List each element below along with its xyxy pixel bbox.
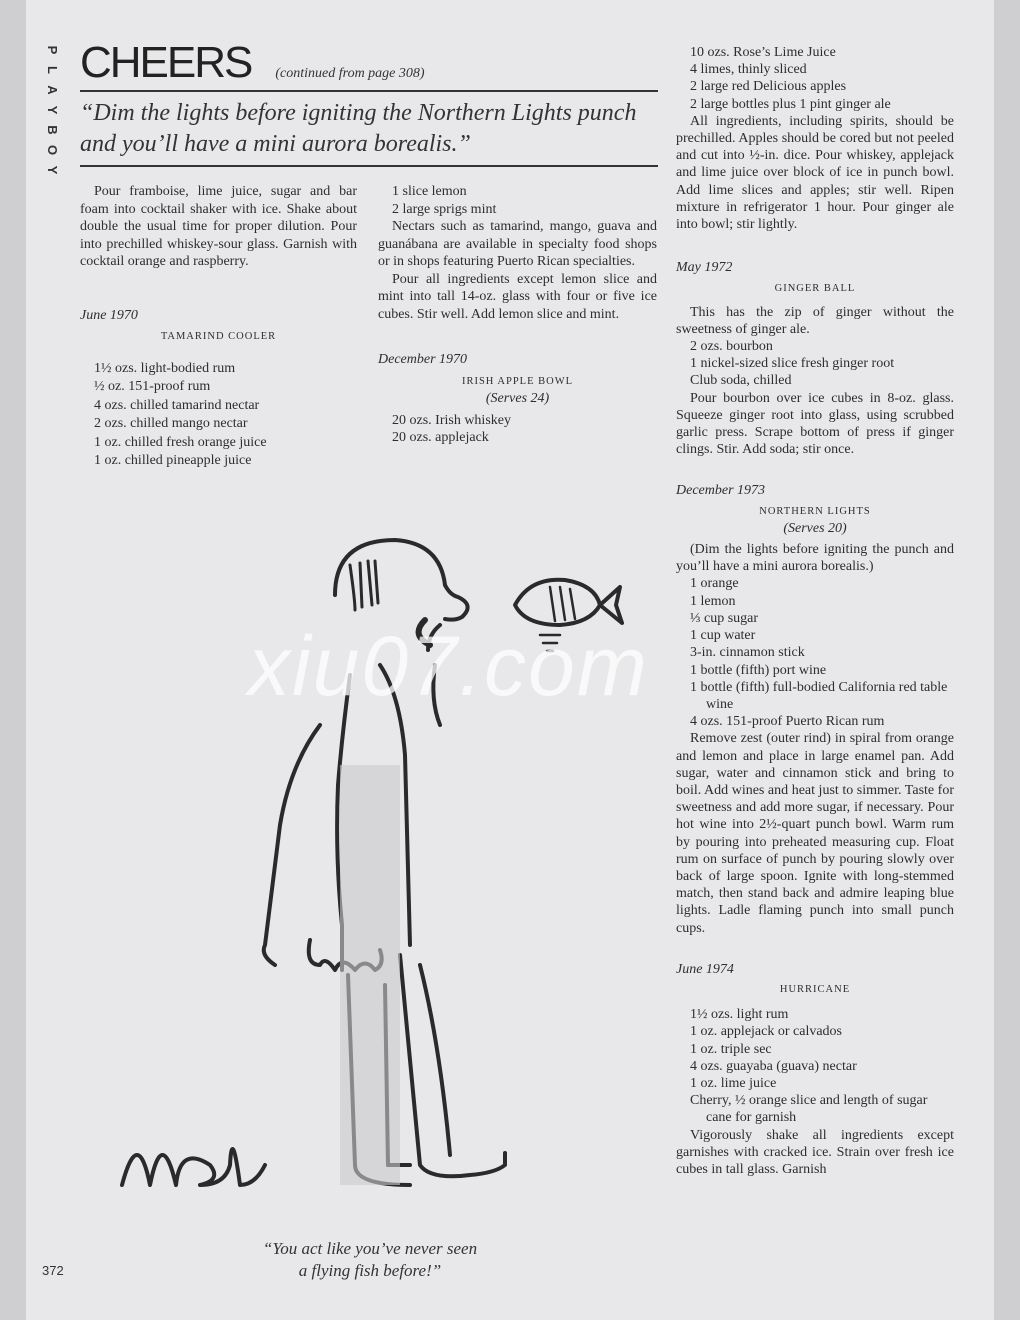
recipe-date: June 1974	[676, 961, 734, 977]
signature-strokes	[122, 1149, 265, 1185]
column-1	[80, 183, 357, 471]
ingredient: ⅓ cup sugar	[690, 610, 759, 626]
ingredient: 1 lemon	[690, 593, 736, 609]
logo-letter: P	[45, 45, 60, 55]
right-margin	[994, 0, 1020, 1320]
recipe-title: HURRICANE	[779, 983, 851, 995]
logo-letter: Y	[45, 165, 60, 175]
ingredient: 4 limes, thinly sliced	[690, 62, 807, 78]
recipe-title: NORTHERN LIGHTS	[759, 505, 871, 517]
ingredient: 1 oz. triple sec	[690, 1041, 772, 1057]
recipe-serves: (Serves 20)	[783, 520, 847, 536]
ingredient: 10 ozs. Rose’s Lime Juice	[690, 45, 836, 60]
header	[80, 38, 658, 88]
body-paragraph: Pour framboise, lime juice, sugar and bar foam into cocktail shaker with ice. Shake about double the usual time for proper dilution. Pour into prechilled whiskey-sour glass. Garnish with cocktail orange and raspberry.	[80, 184, 357, 269]
recipe-date: May 1972	[676, 260, 733, 276]
ingredient: 1 bottle (fifth) port wine	[690, 662, 827, 678]
nose-outline	[445, 585, 468, 620]
ingredient: 3-in. cinnamon stick	[690, 645, 805, 661]
ingredient: 4 ozs. chilled tamarind nectar	[94, 397, 260, 413]
hair-icon	[350, 561, 378, 610]
recipe-title: TAMARIND COOLER	[160, 331, 277, 342]
watermark: xiu07.com	[248, 619, 649, 713]
ingredient: 2 large red Delicious apples	[690, 79, 847, 95]
body-paragraph: Pour bourbon over ice cubes in 8-oz. glass. Squeeze ginger root into glass, using scrubbed garlic press. Scrape bottom of press if ginger clings. Stir. Add soda; stir once.	[676, 390, 954, 458]
continued-note: (continued from page 308)	[275, 66, 425, 81]
top-rule	[80, 90, 658, 92]
ingredient: 4 ozs. 151-proof Puerto Rican rum	[690, 714, 885, 730]
recipe-date: December 1970	[378, 352, 468, 367]
logo-letter: O	[45, 144, 60, 156]
ingredient: Club soda, chilled	[690, 373, 792, 389]
ingredient: 1 oz. chilled fresh orange juice	[94, 434, 267, 450]
column-3	[676, 44, 954, 1178]
recipe-date: June 1970	[80, 307, 138, 323]
ingredient: 2 large sprigs mint	[392, 201, 497, 217]
body-paragraph: (Dim the lights before igniting the punch and you’ll have a mini aurora borealis.)	[676, 542, 954, 575]
body-paragraph: Nectars such as tamarind, mango, guava and guanábana are available in specialty food shops or in shops featuring Puerto Rican specialties.	[378, 219, 657, 269]
recipe-date: December 1973	[676, 483, 766, 499]
recipe-serves: (Serves 24)	[485, 391, 550, 406]
ingredient: 1½ ozs. light-bodied rum	[94, 360, 236, 376]
gray-wash	[340, 765, 400, 1185]
bottom-rule	[80, 165, 658, 167]
logo-letter: A	[45, 85, 60, 95]
ingredient: 20 ozs. Irish whiskey	[392, 412, 511, 428]
logo-letter: Y	[45, 105, 60, 115]
ingredient: 1 oz. chilled pineapple juice	[94, 453, 252, 468]
ingredient: 2 large bottles plus 1 pint ginger ale	[690, 96, 891, 112]
page-number: 372	[42, 1263, 64, 1278]
ingredient: 1 oz. applejack or calvados	[690, 1024, 842, 1040]
ingredient: 1 bottle (fifth) full-bodied California red table wine	[690, 679, 948, 712]
ingredient: ½ oz. 151-proof rum	[94, 379, 211, 394]
ingredient: 1½ ozs. light rum	[690, 1007, 789, 1023]
logo-letter: B	[45, 125, 60, 135]
body-paragraph: Remove zest (outer rind) in spiral from orange and lemon and place in large enamel pan. Add sugar, water and cinnamon stick and bring to boil. Add wines and heat just to simmer. Taste for sweetness and add more sugar, if necessary. Pour hot wine into 2½-quart punch bowl. Warm rum by pouring into preheated measuring cup. Float rum on surface of punch by pouring slowly over back of large spoon. Ignite with long-stemmed match, then stand back and admire leaping blue lights. Ladle flaming punch into small punch cups.	[676, 731, 954, 936]
fish-fin-icon	[550, 587, 575, 621]
body-paragraph: Pour all ingredients except lemon slice and mint into tall 14-oz. glass with four or five ice cubes. Stir well. Add lemon slice and mint.	[378, 271, 657, 322]
ingredient: 1 orange	[690, 576, 739, 592]
left-margin	[0, 0, 26, 1320]
ingredient: 2 ozs. bourbon	[690, 339, 773, 355]
artist-signature: Mal	[122, 1207, 139, 1218]
vertical-logo	[42, 40, 62, 180]
caption-line: “You act like you’ve never seen	[262, 1239, 478, 1258]
recipe-title: IRISH APPLE BOWL	[461, 375, 574, 387]
ingredient: 2 ozs. chilled mango nectar	[94, 416, 248, 431]
logo-letter: L	[45, 66, 60, 74]
ingredient: 1 nickel-sized slice fresh ginger root	[690, 356, 895, 372]
recipe-title: GINGER BALL	[774, 283, 856, 295]
body-paragraph: All ingredients, including spirits, should be prechilled. Apples should be cored but not peeled and cut into ½-in. dice. Pour whiskey, applejack and lime juice over block of ice in punch bowl. Add lime slices and apples; stir well. Ripen mixture in refrigerator 1 hour. Pour ginger ale into bowl; stir lightly.	[676, 113, 954, 233]
ingredient: 20 ozs. applejack	[392, 430, 489, 445]
ingredient: 1 oz. lime juice	[690, 1075, 777, 1091]
pull-quote: “Dim the lights before igniting the Northern Lights punch and you’ll have a mini aurora borealis.”	[80, 100, 637, 157]
cartoon-caption	[210, 1238, 530, 1282]
page-title: CHEERS	[80, 38, 252, 87]
ingredient: Cherry, ½ orange slice and length of sugar cane for garnish	[690, 1093, 928, 1126]
caption-line: a flying fish before!”	[298, 1261, 442, 1280]
body-outline	[264, 725, 320, 965]
column-2	[378, 183, 657, 447]
body-paragraph: Vigorously shake all ingredients except garnishes with cracked ice. Strain over fresh ice cubes in tall glass. Garnish	[676, 1127, 954, 1177]
ingredient: 4 ozs. guayaba (guava) nectar	[690, 1058, 857, 1074]
ingredient: 1 cup water	[690, 628, 756, 644]
body-paragraph: This has the zip of ginger without the sweetness of ginger ale.	[676, 304, 954, 337]
ingredient: 1 slice lemon	[392, 184, 467, 199]
